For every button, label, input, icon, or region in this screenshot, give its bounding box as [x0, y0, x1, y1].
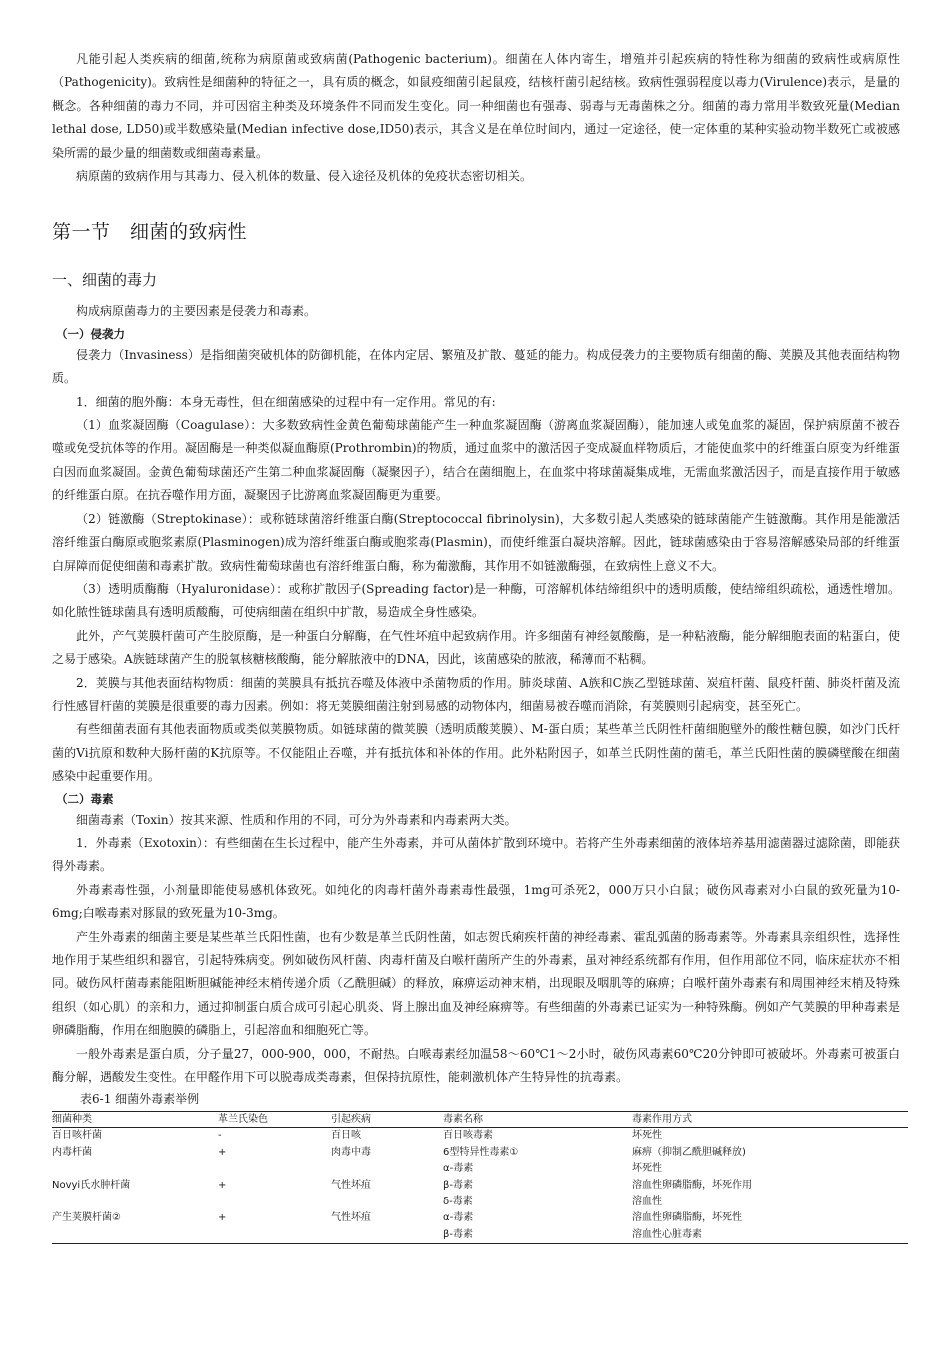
table-header-cell: 毒素名称 [443, 1112, 632, 1128]
table-cell: 溶血性心脏毒素 [632, 1227, 908, 1244]
intro-paragraph: 凡能引起人类疾病的细菌,统称为病原菌或致病菌(Pathogenic bacterium)。细菌在人体内寄生，增殖并引起疾病的特性称为细菌的致病性或病原性（Pathogenicity)。致病性是细菌种的特征之一，具有质的概念，如鼠疫细菌引起鼠疫，结核杆菌引起结核。致病性强弱程度以毒力(Virulence)表示，是量的概念。各种细菌的毒力不同，并可因宿主种类及环境条件不同而发生变化。同一种细菌也有强毒、弱毒与无毒菌株之分。细菌的毒力常用半数致死量(Median lethal dose, LD50)或半数感染量(Median infective dose,ID50)表示，其含义是在单位时间内，通过一定途径，使一定体重的某种实验动物半数死亡或被感染所需的最少量的细菌数或细菌毒素量。 [52, 52, 900, 160]
table-row [52, 1161, 908, 1177]
body-paragraph: （2）链激酶（Streptokinase）：或称链球菌溶纤维蛋白酶(Streptococcal fibrinolysin)，大多数引起人类感染的链球菌能产生链激酶。其作用是能激活溶纤维蛋白酶原或胞浆素原(Plasminogen)成为溶纤维蛋白酶或胞浆毒(Plasmin)，而使纤维蛋白凝块溶解。因此，链球菌感染由于容易溶解感染局部的纤维蛋白屏障而促使细菌和毒素扩散。致病性葡萄球菌也有溶纤维蛋白酶，称为葡激酶，其作用不如链激酶强，在致病性上意义不大。 [52, 511, 900, 573]
table-cell: 气性坏疽 [331, 1212, 371, 1224]
table-row [52, 1194, 908, 1210]
toxin-heading: （二）毒素 [56, 791, 114, 806]
table-cell: + [218, 1212, 227, 1224]
table-cell: + [218, 1146, 227, 1158]
sub-intro-paragraph: 构成病原菌毒力的主要因素是侵袭力和毒素。 [76, 304, 317, 319]
table-header-row [52, 1112, 908, 1128]
table-cell: 溶血性 [632, 1196, 662, 1208]
table-cell: β-毒素 [443, 1179, 473, 1191]
table-cell: 溶血性卵磷脂酶，坏死性 [632, 1212, 742, 1224]
table-cell: 百日咳杆菌 [52, 1130, 102, 1142]
table-row [52, 1128, 908, 1145]
table-cell: α-毒素 [443, 1163, 474, 1175]
table-cell: 肉毒中毒 [331, 1146, 371, 1158]
invasiveness-heading: （一）侵袭力 [56, 326, 125, 341]
table-cell: 坏死性 [632, 1130, 662, 1142]
table-cell: 6型特异性毒素① [443, 1146, 519, 1158]
section-title: 第一节 细菌的致病性 [52, 221, 248, 244]
table-cell: α-毒素 [443, 1212, 474, 1224]
table-cell: 百日咳毒素 [443, 1130, 493, 1142]
table-cell [331, 1161, 443, 1177]
body-paragraph: 此外，产气荚膜杆菌可产生胶原酶，是一种蛋白分解酶，在气性坏疽中起致病作用。许多细菌有神经氨酸酶，是一种粘液酶，能分解细胞表面的粘蛋白，使之易于感染。A族链球菌产生的脱氧核糖核酸酶，能分解脓液中的DNA，因此，该菌感染的脓液，稀薄而不粘稠。 [52, 628, 900, 667]
table-cell: - [218, 1130, 222, 1142]
table-cell [52, 1194, 218, 1210]
table-header-cell: 细菌种类 [52, 1112, 218, 1128]
body-paragraph: 侵袭力（Invasiness）是指细菌突破机体的防御机能，在体内定居、繁殖及扩散、蔓延的能力。构成侵袭力的主要物质有细菌的酶、荚膜及其他表面结构物质。 [52, 347, 900, 386]
table-cell: δ-毒素 [443, 1196, 473, 1208]
body-paragraph: 一般外毒素是蛋白质，分子量27，000-900，000，不耐热。白喉毒素经加温58～60℃1～2小时，破伤风毒素60℃20分钟即可被破坏。外毒素可被蛋白酶分解，遇酸发生变性。在甲醛作用下可以脱毒成类毒素，但保持抗原性，能刺激机体产生特异性的抗毒素。 [52, 1046, 900, 1085]
table-cell: 溶血性卵磷脂酶，坏死作用 [632, 1179, 752, 1191]
body-paragraph: 细菌毒素（Toxin）按其来源、性质和作用的不同，可分为外毒素和内毒素两大类。 [76, 812, 517, 827]
body-paragraph: 产生外毒素的细菌主要是某些革兰氏阳性菌，也有少数是革兰氏阴性菌，如志贺氏痢疾杆菌的神经毒素、霍乱弧菌的肠毒素等。外毒素具亲组织性，选择性地作用于某些组织和器官，引起特殊病变。例如破伤风杆菌、肉毒杆菌及白喉杆菌所产生的外毒素，虽对神经系统都有作用，但作用部位不同，临床症状亦不相同。破伤风杆菌毒素能阻断胆碱能神经末梢传递介质（乙酰胆碱）的释放，麻痹运动神末梢，出现眼及咽肌等的麻痹；白喉杆菌外毒素有和周围神经末梢及特殊组织（如心肌）的亲和力，通过抑制蛋白质合成可引起心肌炎、肾上腺出血及神经麻痹等。有些细菌的外毒素已证实为一种特殊酶。例如产气荚膜的甲种毒素是卵磷脂酶，作用在细胞膜的磷脂上，引起溶血和细胞死亡等。 [52, 929, 900, 1038]
intro-paragraph: 病原菌的致病作用与其毒力、侵入机体的数量、侵入途径及机体的免疫状态密切相关。 [76, 169, 533, 184]
table-cell: Novyi氏水肿杆菌 [52, 1179, 131, 1191]
table-cell: 坏死性 [632, 1163, 662, 1175]
table-cell: 麻痹（抑制乙酰胆碱释放) [632, 1146, 746, 1158]
table-row [52, 1227, 908, 1244]
body-paragraph: 外毒素毒性强，小剂量即能使易感机体致死。如纯化的肉毒杆菌外毒素毒性最强，1mg可杀死2，000万只小白鼠；破伤风毒素对小白鼠的致死量为10-6mg;白喉毒素对豚鼠的致死量为10-3mg。 [52, 882, 900, 921]
table-cell: 百日咳 [331, 1130, 361, 1142]
table-row [52, 1145, 908, 1161]
table-cell [218, 1194, 331, 1210]
table-cell: 气性坏疽 [331, 1179, 371, 1191]
document-page [52, 48, 900, 1244]
table-cell [218, 1161, 331, 1177]
body-paragraph: 有些细菌表面有其他表面物质或类似荚膜物质。如链球菌的微荚膜（透明质酸荚膜）、M-蛋白质；某些革兰氏阴性杆菌细胞壁外的酸性糖包膜，如沙门氏杆菌的Vi抗原和数种大肠杆菌的K抗原等。不仅能阻止吞噬，并有抵抗体和补体的作用。此外粘附因子，如革兰氏阴性菌的菌毛，革兰氏阳性菌的膜磷壁酸在细菌感染中起重要作用。 [52, 722, 900, 784]
table-caption: 表6-1 细菌外毒素举例 [80, 1092, 200, 1107]
table-cell [52, 1161, 218, 1177]
body-paragraph: （1）血浆凝固酶（Coagulase）：大多数致病性金黄色葡萄球菌能产生一种血浆凝固酶（游离血浆凝固酶），能加速人或兔血浆的凝固，保护病原菌不被吞噬或免受抗体等的作用。凝固酶是一种类似凝血酶原(Prothrombin)的物质，通过血浆中的激活因子变成凝血样物质后，才能使血浆中的纤维蛋白原变为纤维蛋白因而血浆凝固。金黄色葡萄球菌还产生第二种血浆凝固酶（凝聚因子），结合在菌细胞上，在血浆中将球菌凝集成堆，无需血浆激活因子，而是直接作用于敏感的纤维蛋白原。在抗吞噬作用方面，凝聚因子比游离血浆凝固酶更为重要。 [52, 418, 900, 503]
table-cell [331, 1227, 443, 1244]
table-cell [218, 1227, 331, 1244]
body-paragraph: （3）透明质酶酶（Hyaluronidase）：或称扩散因子(Spreading factor)是一种酶，可溶解机体结缔组织中的透明质酸，使结缔组织疏松，通透性增加。如化脓性链球菌具有透明质酸酶，可使病细菌在组织中扩散，易造成全身性感染。 [52, 581, 900, 620]
body-paragraph: 1．外毒素（Exotoxin）：有些细菌在生长过程中，能产生外毒素，并可从菌体扩散到环境中。若将产生外毒素细菌的液体培养基用滤菌器过滤除菌，即能获得外毒素。 [52, 835, 900, 874]
table-cell: + [218, 1179, 227, 1191]
exotoxin-table [52, 1111, 908, 1244]
subsection-title: 一、细菌的毒力 [52, 271, 158, 290]
table-row [52, 1178, 908, 1194]
table-cell: 内毒杆菌 [52, 1146, 92, 1158]
table-cell [52, 1227, 218, 1244]
table-header-cell: 革兰氏染色 [218, 1112, 331, 1128]
table-row [52, 1210, 908, 1226]
table-cell: β-毒素 [443, 1227, 632, 1244]
body-paragraph: 2．荚膜与其他表面结构物质：细菌的荚膜具有抵抗吞噬及体液中杀菌物质的作用。肺炎球菌、A族和C族乙型链球菌、炭疽杆菌、鼠疫杆菌、肺炎杆菌及流行性感冒杆菌的荚膜是很重要的毒力因素。例如：将无荚膜细菌注射到易感的动物体内，细菌易被吞噬而消除，有荚膜则引起病变，甚至死亡。 [52, 675, 900, 713]
table-cell: 产生荚膜杆菌② [52, 1212, 121, 1224]
table-header-cell: 引起疾病 [331, 1112, 443, 1128]
table-cell [331, 1194, 443, 1210]
body-paragraph: 1．细菌的胞外酶：本身无毒性，但在细菌感染的过程中有一定作用。常见的有: [76, 394, 496, 409]
table-header-cell: 毒素作用方式 [632, 1112, 908, 1128]
